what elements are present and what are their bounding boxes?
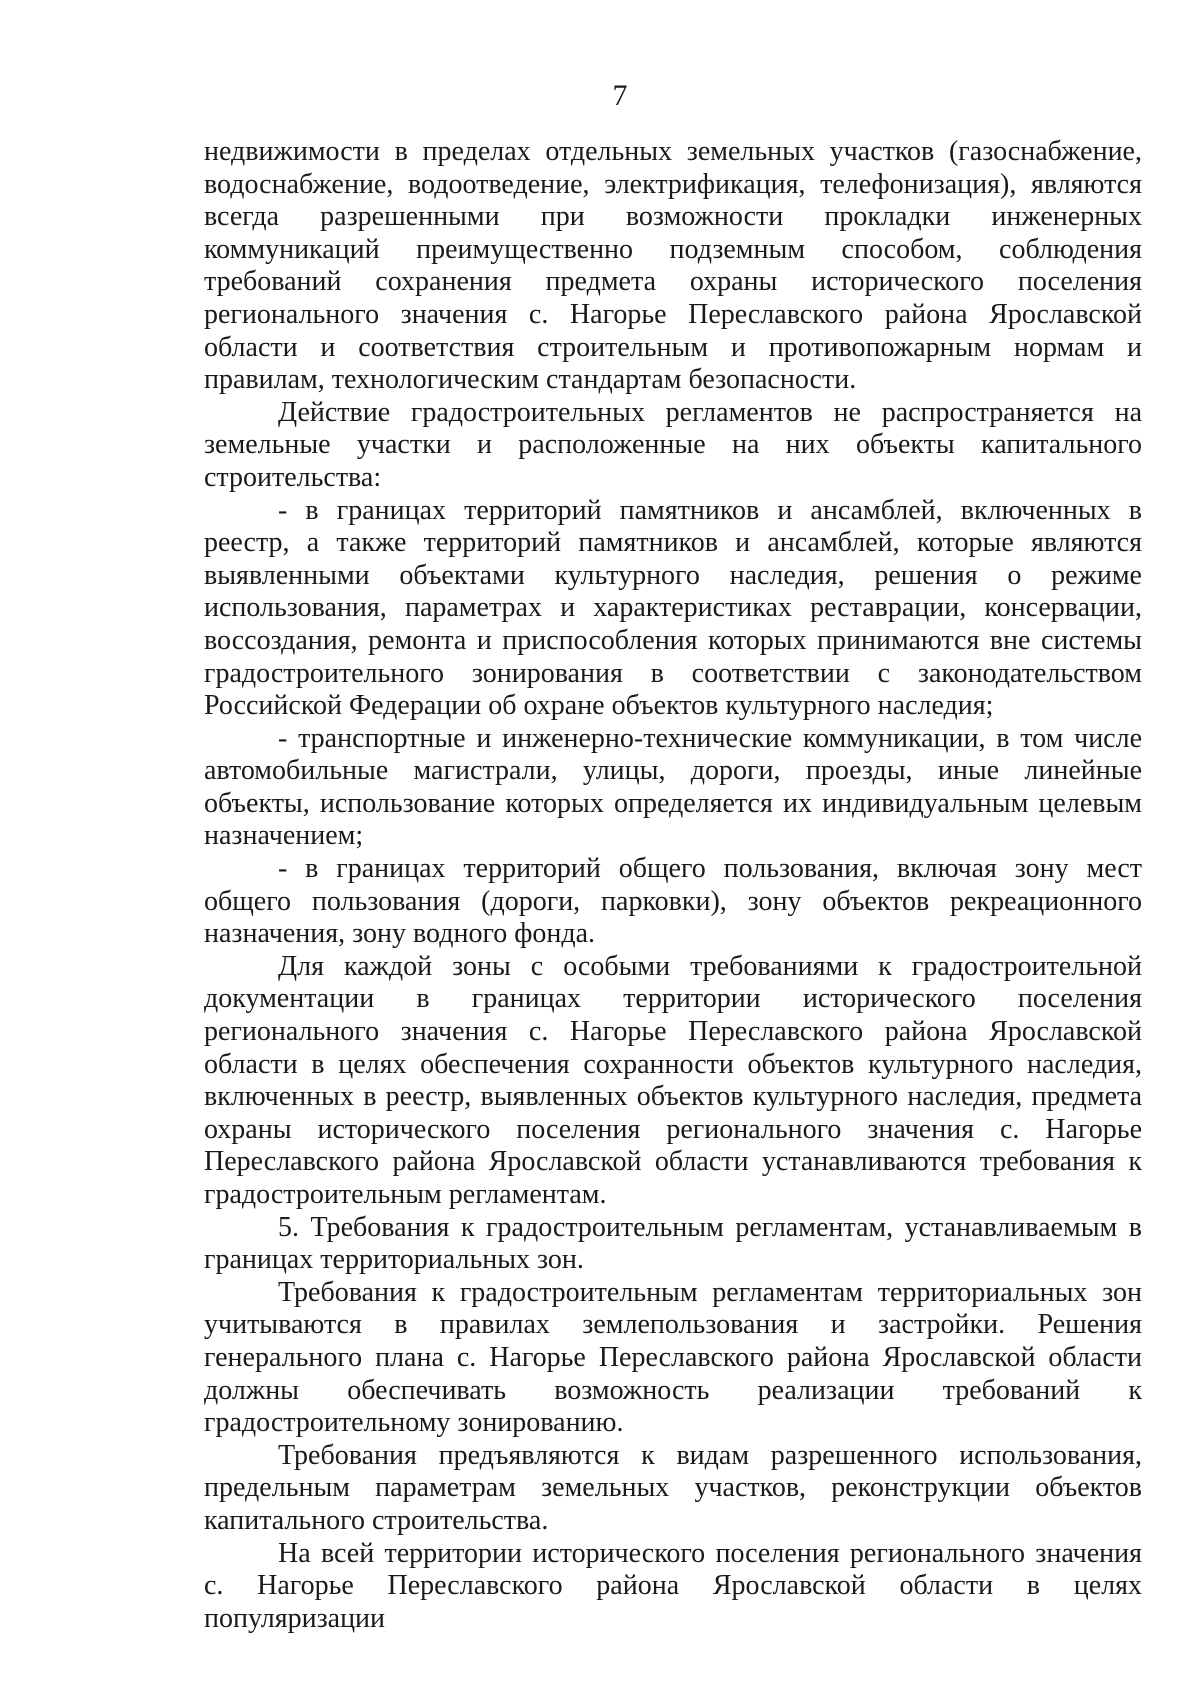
- paragraph-continuation: недвижимости в пределах отдельных земельных участков (газоснабжение, водоснабжение, водоотведение, электрификация, телефонизация), являются всегда разрешенными при возможности прокладки инженерных коммуникаций преимущественно подземным способом, соблюдения требований сохранения предмета охраны исторического поселения регионального значения с. Нагорье Переславского района Ярославской области и соответствия строительным и противопожарным нормам и правилам, технологическим стандартам безопасности.: [204, 136, 1142, 396]
- document-body: [204, 136, 1142, 1635]
- paragraph-special-zones: Для каждой зоны с особыми требованиями к градостроительной документации в границах территории исторического поселения регионального значения с. Нагорье Переславского района Ярославской области в целях обеспечения сохранности объектов культурного наследия, включенных в реестр, выявленных объектов культурного наследия, предмета охраны исторического поселения регионального значения с. Нагорье Переславского района Ярославской области устанавливаются требования к градостроительным регламентам.: [204, 950, 1142, 1210]
- paragraph-regulations-scope: Действие градостроительных регламентов не распространяется на земельные участки и расположенные на них объекты капитального строительства:: [204, 396, 1142, 493]
- list-item-monuments: - в границах территорий памятников и ансамблей, включенных в реестр, а также территорий памятников и ансамблей, которые являются выявленными объектами культурного наследия, решения о режиме использования, параметрах и характеристиках реставрации, консервации, воссоздания, ремонта и приспособления которых принимаются вне системы градостроительного зонирования в соответствии с законодательством Российской Федерации об охране объектов культурного наследия;: [204, 494, 1142, 722]
- list-item-public-areas: - в границах территорий общего пользования, включая зону мест общего пользования (дороги, парковки), зону объектов рекреационного назначения, зону водного фонда.: [204, 853, 1142, 950]
- page-number: 7: [612, 79, 628, 112]
- paragraph-permitted-use: Требования предъявляются к видам разрешенного использования, предельным параметрам земельных участков, реконструкции объектов капитального строительства.: [204, 1439, 1142, 1536]
- paragraph-popularization: На всей территории исторического поселения регионального значения с. Нагорье Переславского района Ярославской области в целях популяризации: [204, 1537, 1142, 1634]
- paragraph-zoning-rules: Требования к градостроительным регламентам территориальных зон учитываются в правилах землепользования и застройки. Решения генерального плана с. Нагорье Переславского района Ярославской области должны обеспечивать возможность реализации требований к градостроительному зонированию.: [204, 1276, 1142, 1439]
- section-heading-5: 5. Требования к градостроительным регламентам, устанавливаемым в границах территориальных зон.: [204, 1211, 1142, 1276]
- list-item-communications: - транспортные и инженерно-технические коммуникации, в том числе автомобильные магистрали, улицы, дороги, проезды, иные линейные объекты, использование которых определяется их индивидуальным целевым назначением;: [204, 722, 1142, 852]
